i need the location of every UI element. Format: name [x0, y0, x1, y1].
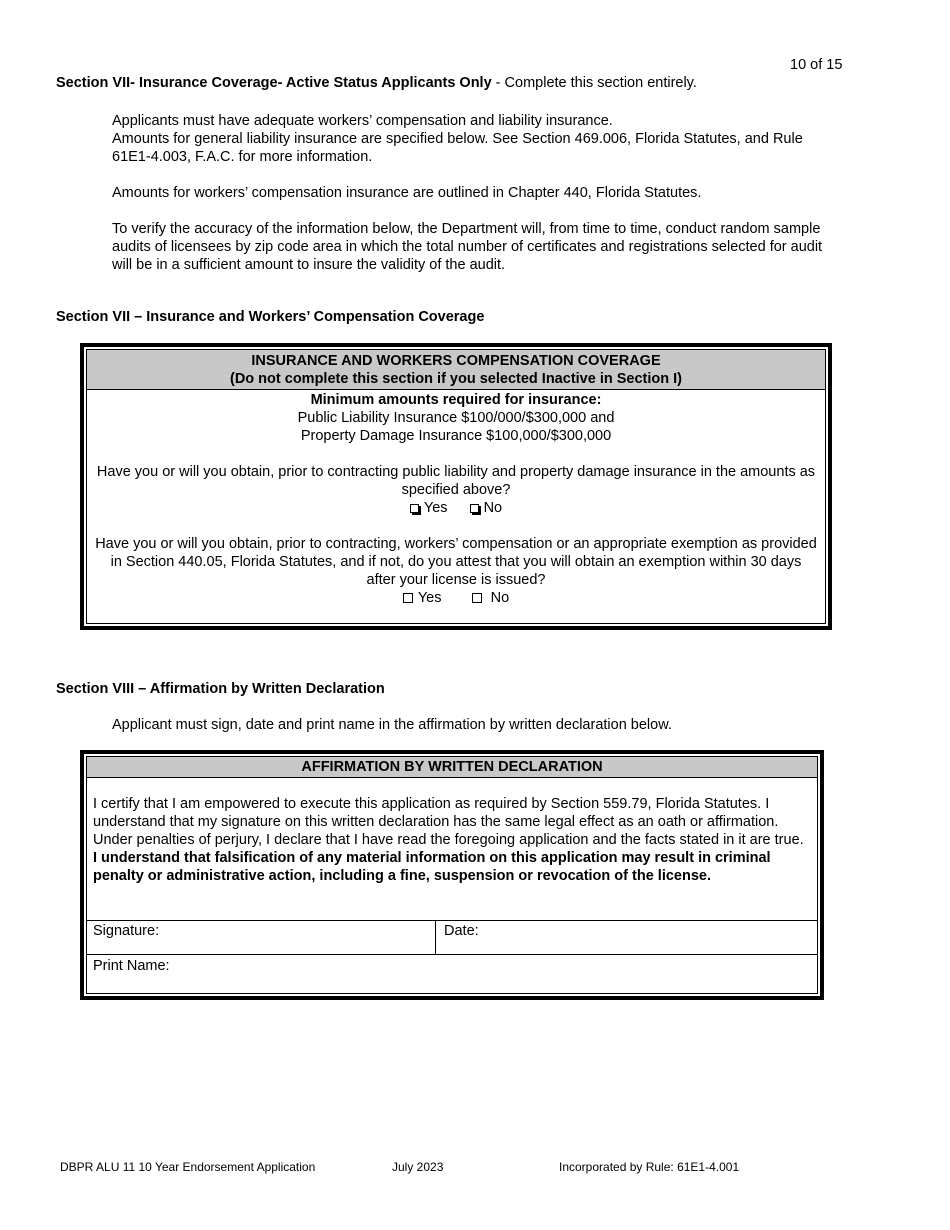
checkbox-icon[interactable]	[472, 593, 482, 603]
workers-comp-question: Have you or will you obtain, prior to contracting, workers’ compensation or an appropriate exemption as provided in Section 440.05, Florida Statutes, and if not, do you attest that you will obtain an exemption within 30 days after your license is issued?	[95, 536, 817, 588]
intro-line-1: Applicants must have adequate workers’ compensation and liability insurance.	[112, 113, 613, 129]
insurance-box-header	[87, 350, 825, 390]
public-liability-amount: Public Liability Insurance $100/000/$300,000 and	[297, 410, 615, 426]
section-8-heading: Section VIII – Affirmation by Written Declaration	[56, 681, 385, 697]
intro-line-2: Amounts for general liability insurance are specified below. See Section 469.006, Florida Statutes, and Rule 61E1-4.003, F.A.C. for more information.	[112, 131, 803, 165]
date-field[interactable]	[436, 921, 817, 954]
insurance-box-subtitle: (Do not complete this section if you selected Inactive in Section I)	[230, 371, 682, 387]
footer-form-name: DBPR ALU 11 10 Year Endorsement Application	[60, 1160, 316, 1174]
liability-yes-option[interactable]: Yes	[410, 500, 448, 516]
print-name-field[interactable]	[87, 955, 817, 989]
date-label: Date:	[444, 923, 479, 939]
page-number: 10 of 15	[790, 57, 843, 73]
section-7-heading-rest: - Complete this section entirely.	[491, 75, 697, 91]
section-7-heading	[56, 74, 697, 92]
checkbox-icon[interactable]	[410, 504, 419, 513]
signature-label: Signature:	[93, 923, 160, 939]
workers-comp-no-option[interactable]: No	[472, 590, 510, 606]
section-8-instruction: Applicant must sign, date and print name in the affirmation by written declaration below.	[112, 717, 672, 733]
workers-comp-answer-row	[95, 589, 817, 607]
intro-workers-comp: Amounts for workers’ compensation insurance are outlined in Chapter 440, Florida Statutes.	[112, 185, 702, 201]
affirmation-box	[80, 750, 824, 1000]
affirmation-warning: I understand that falsification of any material information on this application may result in criminal penalty or administrative action, including a fine, suspension or revocation of the license.	[93, 850, 771, 884]
intro-audit-notice: To verify the accuracy of the information below, the Department will, from time to time, conduct random sample audits of licensees by zip code area in which the total number of certificates and registrations selected for audit will be in a sufficient amount to insure the validity of the audit.	[112, 221, 823, 273]
print-name-label: Print Name:	[93, 958, 170, 974]
affirmation-box-title: AFFIRMATION BY WRITTEN DECLARATION	[87, 757, 817, 778]
insurance-box-title: INSURANCE AND WORKERS COMPENSATION COVERAGE	[251, 353, 661, 369]
section-7-intro	[112, 112, 832, 274]
checkbox-icon[interactable]	[403, 593, 413, 603]
section-7-heading-bold: Section VII- Insurance Coverage- Active Status Applicants Only	[56, 75, 492, 91]
liability-no-option[interactable]: No	[470, 500, 503, 516]
workers-comp-yes-option[interactable]: Yes	[403, 590, 442, 606]
liability-answer-row	[95, 499, 817, 517]
section-7-coverage-heading: Section VII – Insurance and Workers’ Compensation Coverage	[56, 309, 485, 325]
minimum-amounts-label: Minimum amounts required for insurance:	[310, 392, 602, 408]
footer-rule: Incorporated by Rule: 61E1-4.001	[559, 1160, 740, 1174]
affirmation-text: I certify that I am empowered to execute this application as required by Section 559.79, Florida Statutes. I understand that my signature on this written declaration has the same legal effect as an oath or affirmation. Under penalties of perjury, I declare that I have read the foregoing application and the facts stated in it are true. I understand that falsification of any material information on this application may result in criminal penalty or administrative action, including a fine, suspension or revocation of the license.	[87, 778, 817, 921]
liability-question: Have you or will you obtain, prior to contracting public liability and property damage insurance in the amounts as specified above?	[96, 464, 816, 498]
property-damage-amount: Property Damage Insurance $100,000/$300,000	[300, 428, 612, 444]
signature-field[interactable]	[87, 921, 436, 954]
checkbox-icon[interactable]	[470, 504, 479, 513]
footer-date: July 2023	[392, 1160, 444, 1174]
insurance-coverage-box	[80, 343, 832, 630]
